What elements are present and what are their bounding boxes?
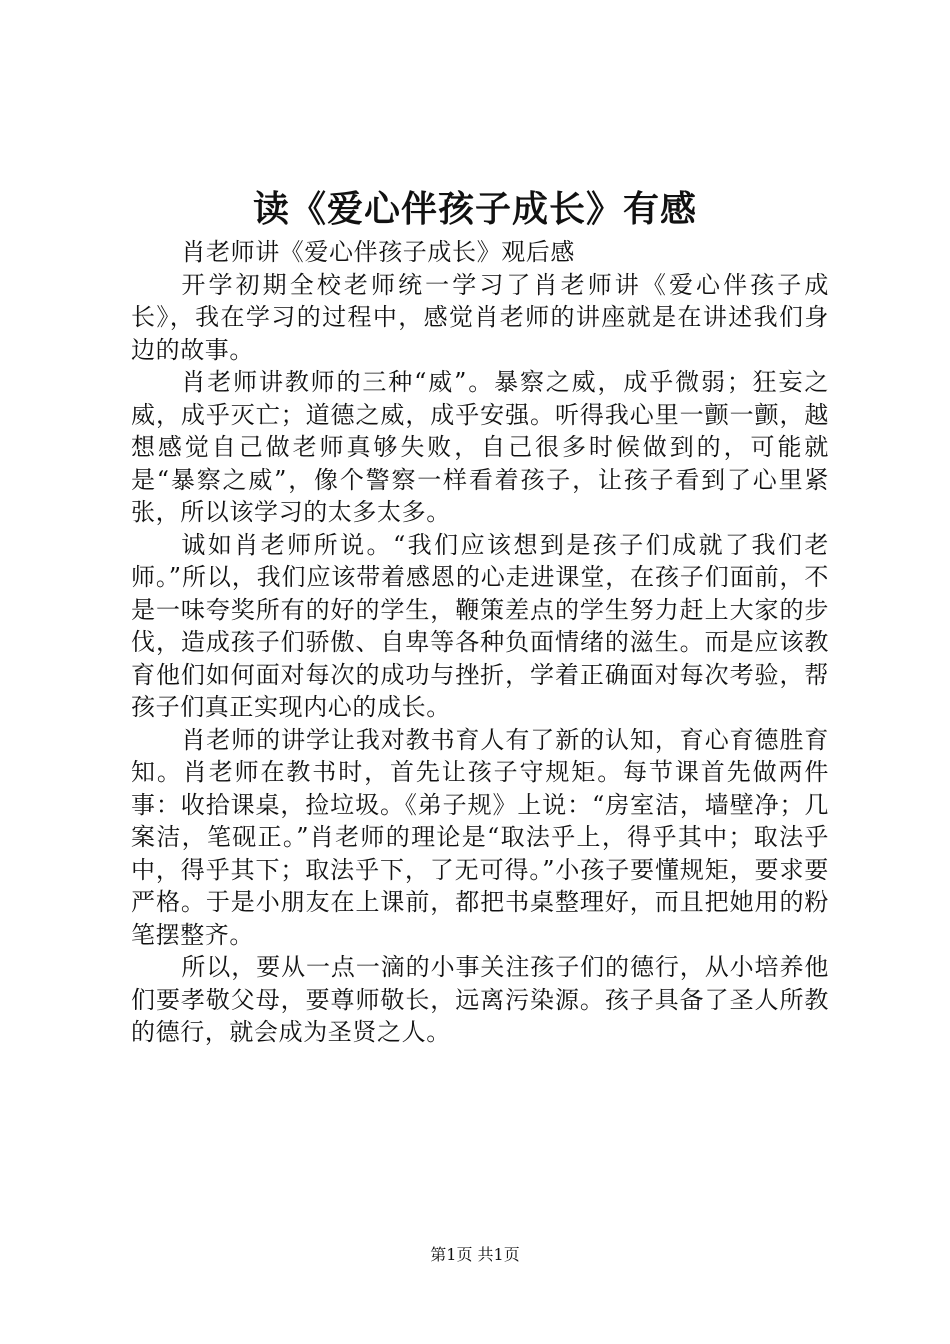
page-footer: 第1页 共1页 xyxy=(430,1245,520,1264)
paragraph-subtitle: 肖老师讲《爱心伴孩子成长》观后感 xyxy=(181,238,575,266)
paragraph-5: 所以，要从一点一滴的小事关注孩子们的德行，从小培养他们要孝敬父母，要尊师敬长，远离污染源。孩子具备了圣人所教的德行，就会成为圣贤之人。 xyxy=(131,953,829,1046)
paragraph-1: 开学初期全校老师统一学习了肖老师讲《爱心伴孩子成长》，我在学习的过程中，感觉肖老师的讲座就是在讲述我们身边的故事。 xyxy=(131,270,829,364)
paragraph-3: 诚如肖老师所说。“我们应该想到是孩子们成就了我们老师。”所以，我们应该带着感恩的心走进课堂，在孩子们面前，不是一味夸奖所有的好的学生，鞭策差点的学生努力赶上大家的步伐，造成孩子们骄傲、自卑等各种负面情绪的滋生。而是应该教育他们如何面对每次的成功与挫折，学着正确面对每次考验，帮孩子们真正实现内心的成长。 xyxy=(131,530,829,721)
paragraph-2: 肖老师讲教师的三种“威”。暴察之威，成乎微弱；狂妄之威，成乎灭亡；道德之威，成乎安强。听得我心里一颤一颤，越想感觉自己做老师真够失败，自己很多时候做到的，可能就是“暴察之威”，像个警察一样看着孩子，让孩子看到了心里紧张，所以该学习的太多太多。 xyxy=(131,368,829,526)
document-title: 读《爱心伴孩子成长》有感 xyxy=(252,188,697,230)
document-body xyxy=(131,236,829,1049)
paragraph-4: 肖老师的讲学让我对教书育人有了新的认知，育心育德胜育知。肖老师在教书时，首先让孩子守规矩。每节课首先做两件事：收拾课桌，捡垃圾。《弟子规》上说：“房室洁，墙壁净；几案洁，笔砚正。”肖老师的理论是“取法乎上，得乎其中；取法乎中，得乎其下；取法乎下，了无可得。”小孩子要懂规矩，要求要严格。于是小朋友在上课前，都把书桌整理好，而且把她用的粉笔摆整齐。 xyxy=(131,725,829,949)
